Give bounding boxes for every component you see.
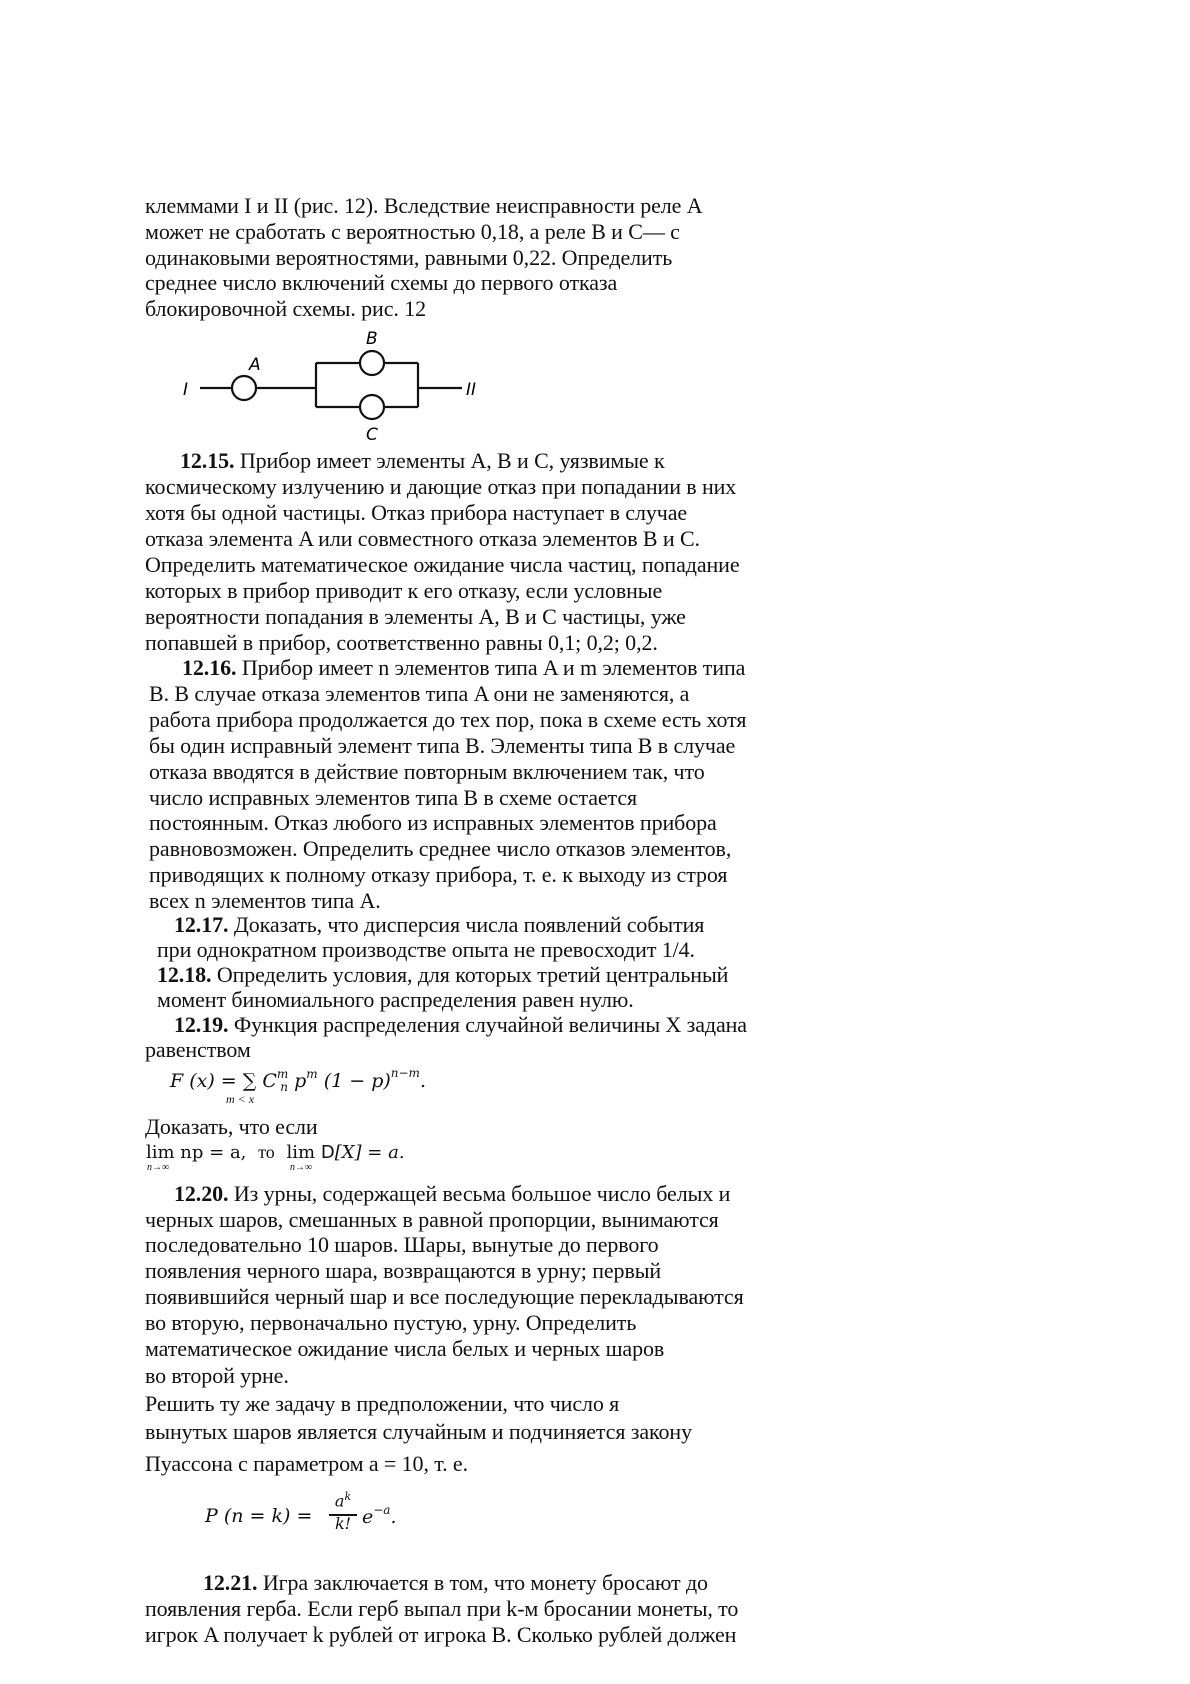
- problem-number: 12.18.: [157, 962, 212, 987]
- text-line: черных шаров, смешанных в равной пропорции, вынимаются: [145, 1207, 719, 1232]
- text-line: вынутых шаров является случайным и подчиняется закону: [145, 1419, 692, 1444]
- problem-number: 12.15.: [180, 448, 235, 473]
- text-line: последовательно 10 шаров. Шары, вынутые до первого: [145, 1232, 659, 1257]
- relay-circuit-diagram: [180, 322, 480, 444]
- text-line: блокировочной схемы. рис. 12: [145, 296, 426, 321]
- problem-12-15-first-line: [180, 448, 665, 474]
- text-line: математическое ожидание числа белых и черных шаров: [145, 1336, 665, 1361]
- text-span: Доказать, что дисперсия числа появлений события: [233, 912, 705, 937]
- text-line: B. В случае отказа элементов типа A они не заменяются, а: [149, 681, 690, 706]
- text-line: вероятности попадания в элементы A, B и C частицы, уже: [145, 604, 686, 629]
- formula-part: e: [362, 1506, 374, 1528]
- formula-part: [X] = a.: [334, 1142, 405, 1163]
- formula-fraction-denominator: k!: [334, 1514, 352, 1533]
- text-line: равновозможен. Определить среднее число отказов элементов,: [149, 836, 732, 861]
- text-line: появления герба. Если герб выпал при k-м бросании монеты, то: [145, 1596, 739, 1621]
- text-line: момент биномиального распределения равен нулю.: [157, 987, 634, 1012]
- text-line: Доказать, что если: [145, 1114, 318, 1139]
- terminal-label-out: II: [466, 380, 477, 400]
- relay-a-circle: [232, 376, 256, 400]
- formula-subscript: n: [280, 1080, 289, 1094]
- text-span: Прибор имеет n элементов типа A и m элементов типа: [241, 655, 746, 680]
- relay-label-a: A: [249, 355, 261, 375]
- formula-distribution-function: [170, 1066, 426, 1094]
- text-line: Пуассона с параметром a = 10, т. е.: [145, 1451, 468, 1476]
- text-span: Функция распределения случайной величины X задана: [233, 1012, 747, 1037]
- problem-12-20-first-line: [174, 1181, 730, 1207]
- problem-number: 12.21.: [203, 1570, 258, 1595]
- formula-poisson: [205, 1505, 312, 1527]
- formula-part: F (x) = ∑ C: [170, 1070, 277, 1092]
- text-line: отказа вводятся в действие повторным включением так, что: [149, 759, 705, 784]
- relay-label-c: C: [366, 425, 378, 444]
- text-line: среднее число включений схемы до первого отказа: [145, 270, 618, 295]
- formula-part: (1 − p): [323, 1070, 391, 1092]
- text-line: во вторую, первоначально пустую, урну. Определить: [145, 1310, 637, 1335]
- relay-c-circle: [360, 395, 384, 419]
- formula-part: .: [419, 1070, 426, 1092]
- formula-limit-subscript: n→∞: [147, 1162, 170, 1173]
- text-line: которых в прибор приводит к его отказу, если условные: [145, 578, 663, 603]
- formula-part: .: [390, 1506, 397, 1528]
- text-line: Определить математическое ожидание числа частиц, попадание: [145, 552, 740, 577]
- formula-part: lim np = a,: [146, 1142, 247, 1163]
- text-line: может не сработать с вероятностью 0,18, а реле B и C— с: [145, 219, 680, 244]
- problem-12-17-first-line: [174, 912, 704, 938]
- formula-superscript: n−m: [390, 1066, 420, 1080]
- problem-12-19-first-line: [174, 1012, 747, 1038]
- problem-12-18-first-line: [157, 962, 728, 988]
- formula-fraction-numerator: [329, 1490, 357, 1510]
- text-line: космическому излучению и дающие отказ при попадании в них: [145, 474, 737, 499]
- formula-exponential: [362, 1503, 397, 1528]
- text-span: Определить условия, для которых третий центральный: [216, 962, 729, 987]
- text-line: во второй урне.: [145, 1363, 289, 1388]
- text-line: игрок A получает k рублей от игрока B. Сколько рублей должен: [145, 1622, 737, 1647]
- relay-b-circle: [360, 351, 384, 375]
- text-line: попавшей в прибор, соответственно равны 0,1; 0,2; 0,2.: [145, 630, 658, 655]
- text-span: Прибор имеет элементы A, B и C, уязвимые к: [239, 448, 665, 473]
- text-line: отказа элемента A или совместного отказа элементов B и C.: [145, 526, 700, 551]
- text-line: появления черного шара, возвращаются в урну; первый: [145, 1258, 662, 1283]
- problem-number: 12.17.: [174, 912, 229, 937]
- text-line: постоянным. Отказ любого из исправных элементов прибора: [149, 810, 717, 835]
- text-line: равенством: [145, 1037, 251, 1062]
- formula-part: lim: [286, 1142, 316, 1163]
- text-line: хотя бы одной частицы. Отказ прибора наступает в случае: [145, 500, 688, 525]
- text-line: приводящих к полному отказу прибора, т. е. к выходу из строя: [149, 862, 728, 887]
- formula-part: D: [320, 1142, 335, 1163]
- formula-superscript: k: [344, 1490, 352, 1503]
- terminal-label-in: I: [183, 380, 189, 400]
- formula-superscript: −a: [373, 1503, 391, 1517]
- problem-number: 12.20.: [174, 1181, 229, 1206]
- text-line: Решить ту же задачу в предположении, что число я: [145, 1391, 620, 1416]
- formula-part: P (n = k) =: [205, 1505, 313, 1527]
- formula-summation-limit: m < x: [226, 1092, 255, 1106]
- text-line: при однократном производстве опыта не превосходит 1/4.: [157, 937, 695, 962]
- formula-limit-subscript: n→∞: [290, 1162, 313, 1173]
- formula-word: то: [258, 1142, 275, 1162]
- problem-number: 12.16.: [182, 655, 237, 680]
- text-line: всех n элементов типа A.: [149, 888, 381, 913]
- formula-part: a: [334, 1491, 345, 1511]
- text-line: одинаковыми вероятностями, равными 0,22. Определить: [145, 245, 673, 270]
- problem-number: 12.19.: [174, 1012, 229, 1037]
- problem-12-16-first-line: [182, 655, 745, 681]
- relay-label-b: B: [366, 329, 378, 349]
- text-line: бы один исправный элемент типа B. Элементы типа B в случае: [149, 733, 736, 758]
- text-line: работа прибора продолжается до тех пор, пока в схеме есть хотя: [149, 707, 747, 732]
- formula-part: p: [294, 1070, 307, 1092]
- text-line: число исправных элементов типа B в схеме остается: [149, 785, 638, 810]
- text-line: клеммами I и II (рис. 12). Вследствие неисправности реле A: [145, 193, 703, 218]
- problem-12-21-first-line: [203, 1570, 708, 1596]
- text-span: Игра заключается в том, что монету бросают до: [262, 1570, 708, 1595]
- text-span: Из урны, содержащей весьма большое число белых и: [233, 1181, 731, 1206]
- formula-superscript: m: [306, 1067, 318, 1081]
- formula-superscript: m: [276, 1067, 289, 1081]
- formula-limit-condition: [146, 1142, 405, 1163]
- text-line: появившийся черный шар и все последующие перекладываются: [145, 1284, 744, 1309]
